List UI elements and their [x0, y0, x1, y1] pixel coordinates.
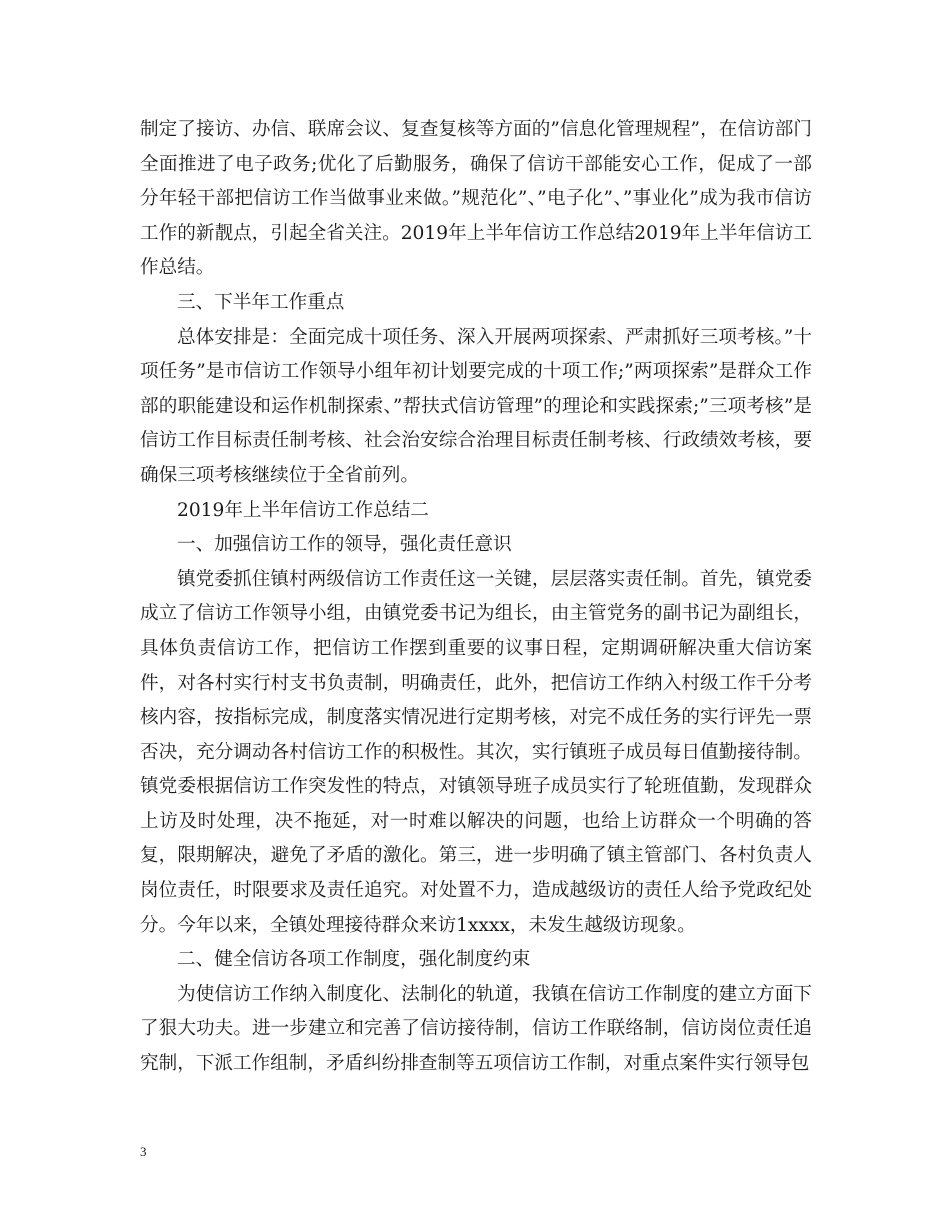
paragraph-continuation: 制定了接访、办信、联席会议、复查复核等方面的”信息化管理规程”，在信访部门全面推进了电子政务;优化了后勤服务，确保了信访干部能安心工作，促成了一部分年轻干部把信访工作当做事业来做。”规范化”、”电子化”、”事业化”成为我市信访工作的新靓点，引起全省关注。2019年上半年信访工作总结2019年上半年信访工作总结。 — [140, 119, 812, 279]
paragraph-overall-arrangement: 总体安排是：全面完成十项任务、深入开展两项探索、严肃抓好三项考核。”十项任务”是市信访工作领导小组年初计划要完成的十项工作;”两项探索”是群众工作部的职能建设和运作机制探索、”帮扶式信访管理”的理论和实践探索;”三项考核”是信访工作目标责任制考核、社会治安综合治理目标责任制考核、行政绩效考核，要确保三项考核继续位于全省前列。 — [140, 326, 812, 486]
page-number: 3 — [140, 1144, 147, 1159]
paragraph-systems: 为使信访工作纳入制度化、法制化的轨道，我镇在信访工作制度的建立方面下了狠大功夫。进一步建立和完善了信访接待制，信访工作联络制，信访岗位责任追究制，下派工作组制，矛盾纠纷排查制等五项信访工作制，对重点案件实行领导包 — [140, 983, 812, 1075]
section-heading-systems: 二、健全信访各项工作制度，强化制度约束 — [177, 949, 531, 971]
section-heading-leadership: 一、加强信访工作的领导，强化责任意识 — [177, 534, 512, 556]
document-subtitle: 2019年上半年信访工作总结二 — [177, 499, 429, 521]
document-body — [140, 113, 812, 1082]
paragraph-responsibility: 镇党委抓住镇村两级信访工作责任这一关键，层层落实责任制。首先，镇党委成立了信访工作领导小组，由镇党委书记为组长，由主管党务的副书记为副组长，具体负责信访工作，把信访工作摆到重要的议事日程，定期调研解决重大信访案件，对各村实行村支书负责制，明确责任，此外，把信访工作纳入村级工作千分考核内容，按指标完成，制度落实情况进行定期考核，对完不成任务的实行评先一票否决，充分调动各村信访工作的积极性。其次，实行镇班子成员每日值勤接待制。镇党委根据信访工作突发性的特点，对镇领导班子成员实行了轮班值勤，发现群众上访及时处理，决不拖延，对一时难以解决的问题，也给上访群众一个明确的答复，限期解决，避免了矛盾的激化。第三，进一步明确了镇主管部门、各村负责人岗位责任，时限要求及责任追究。对处置不力，造成越级访的责任人给予党政纪处分。今年以来，全镇处理接待群众来访1xxxx，未发生越级访现象。 — [140, 568, 812, 936]
section-heading-second-half-priorities: 三、下半年工作重点 — [177, 291, 345, 313]
